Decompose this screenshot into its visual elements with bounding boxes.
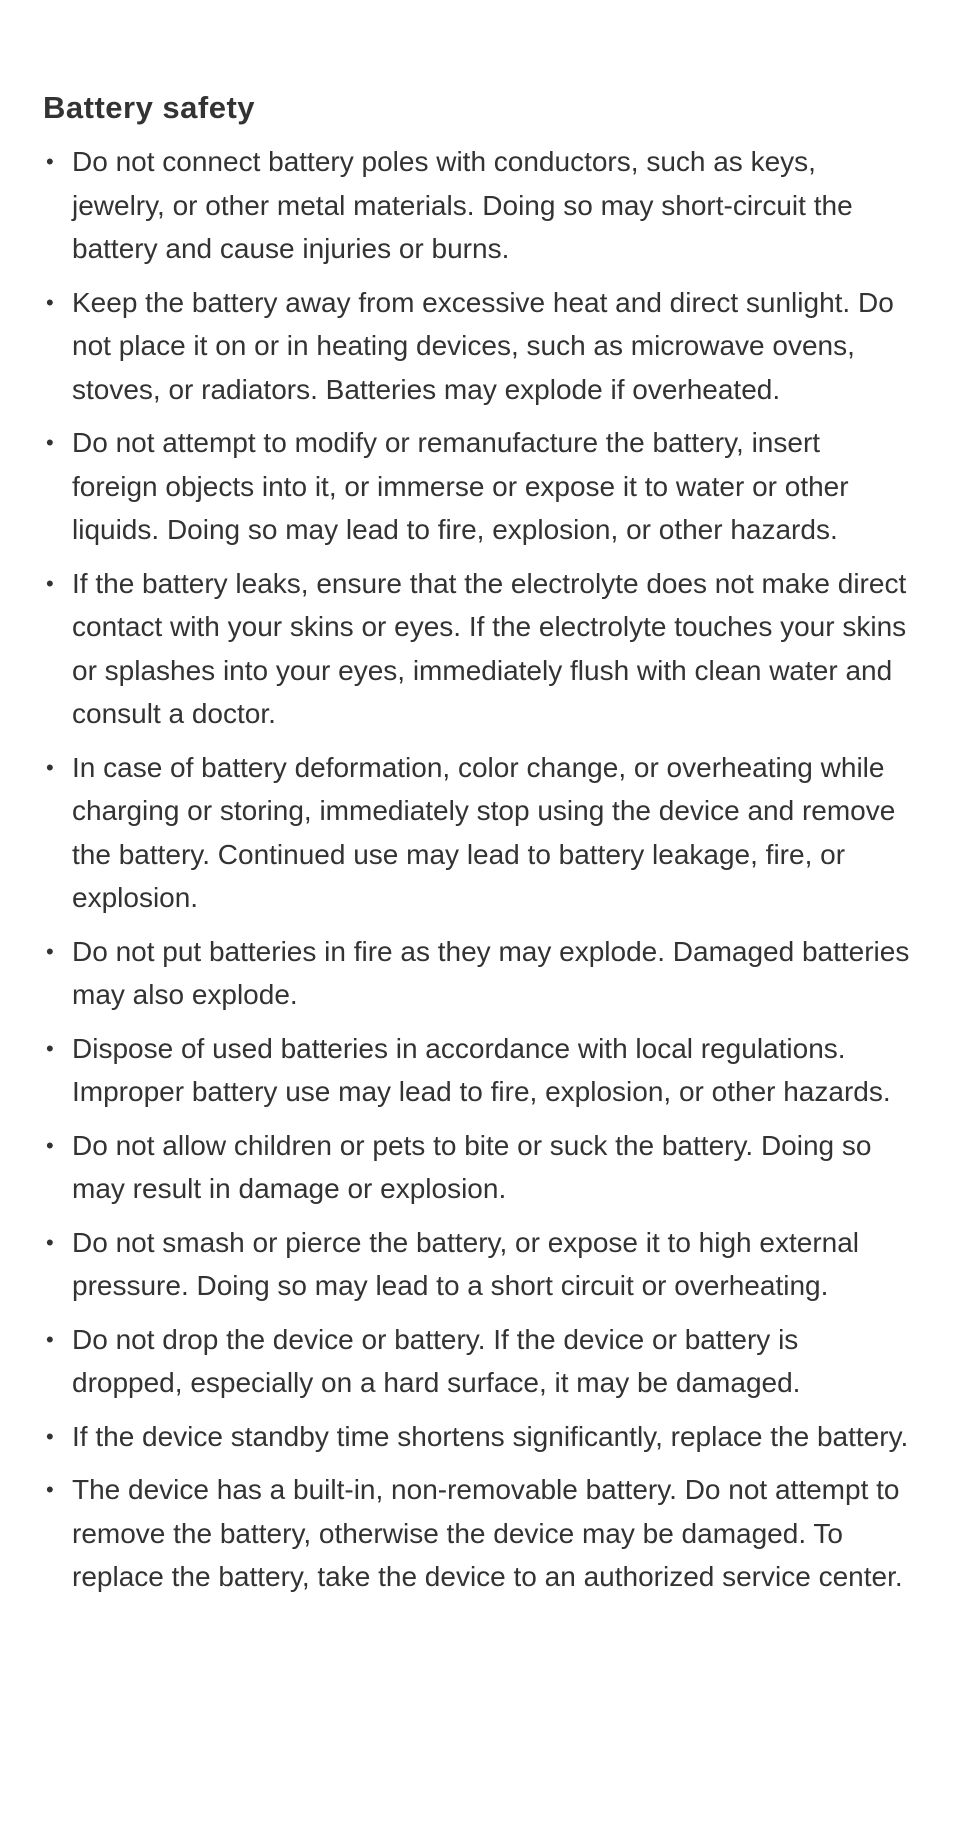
bullet-icon: • (46, 1229, 54, 1255)
list-item (43, 281, 913, 412)
list-item-text: The device has a built-in, non-removable battery. Do not attempt to remove the battery, otherwise the device may be damaged. To replace the battery, take the device to an authorized service center. (72, 1474, 903, 1592)
list-item-text: If the device standby time shortens significantly, replace the battery. (72, 1420, 909, 1452)
list-item (43, 930, 913, 1017)
list-item (43, 746, 913, 920)
list-item (43, 1124, 913, 1211)
list-item-text: Dispose of used batteries in accordance with local regulations. Improper battery use may lead to fire, explosion, or other hazards. (72, 1032, 891, 1107)
list-item-text: Do not allow children or pets to bite or suck the battery. Doing so may result in damage or explosion. (72, 1129, 872, 1204)
bullet-icon: • (46, 1423, 54, 1449)
list-item-text: Do not drop the device or battery. If the device or battery is dropped, especially on a hard surface, it may be damaged. (72, 1323, 801, 1398)
list-item (43, 1221, 913, 1308)
document-page (43, 86, 913, 1609)
bullet-icon: • (46, 430, 54, 455)
list-item (43, 562, 913, 736)
list-item (43, 1415, 913, 1459)
list-item-text: If the battery leaks, ensure that the electrolyte does not make direct contact with your skins or eyes. If the electrolyte touches your skins or splashes into your eyes, immediately flush with clean water and consult a doctor. (72, 567, 907, 729)
battery-safety-list (43, 140, 913, 1599)
list-item (43, 1318, 913, 1405)
list-item (43, 421, 913, 552)
bullet-icon: • (46, 1477, 54, 1502)
bullet-icon: • (46, 149, 54, 174)
list-item-text: Do not connect battery poles with conductors, such as keys, jewelry, or other metal materials. Doing so may short-circuit the battery and cause injuries or burns. (72, 146, 853, 264)
list-item-text: Do not smash or pierce the battery, or expose it to high external pressure. Doing so may lead to a short circuit or overheating. (72, 1226, 860, 1301)
list-item-text: Do not attempt to modify or remanufacture the battery, insert foreign objects into it, or immerse or expose it to water or other liquids. Doing so may lead to fire, explosion, or other hazards. (72, 427, 849, 545)
list-item-text: Keep the battery away from excessive heat and direct sunlight. Do not place it on or in heating devices, such as microwave ovens, stoves, or radiators. Batteries may explode if overheated. (72, 286, 894, 405)
bullet-icon: • (46, 289, 54, 315)
list-item (43, 1027, 913, 1114)
bullet-icon: • (46, 1035, 54, 1061)
section-title: Battery safety (43, 90, 256, 125)
bullet-icon: • (46, 570, 54, 596)
list-item (43, 140, 913, 271)
bullet-icon: • (46, 938, 54, 964)
list-item-text: In case of battery deformation, color change, or overheating while charging or storing, immediately stop using the device and remove the battery. Continued use may lead to battery leakage, fire, or explosion. (72, 751, 896, 913)
bullet-icon: • (46, 1132, 54, 1158)
bullet-icon: • (46, 754, 54, 780)
list-item-text: Do not put batteries in fire as they may explode. Damaged batteries may also explode. (72, 935, 910, 1010)
bullet-icon: • (46, 1326, 54, 1352)
list-item (43, 1468, 913, 1599)
